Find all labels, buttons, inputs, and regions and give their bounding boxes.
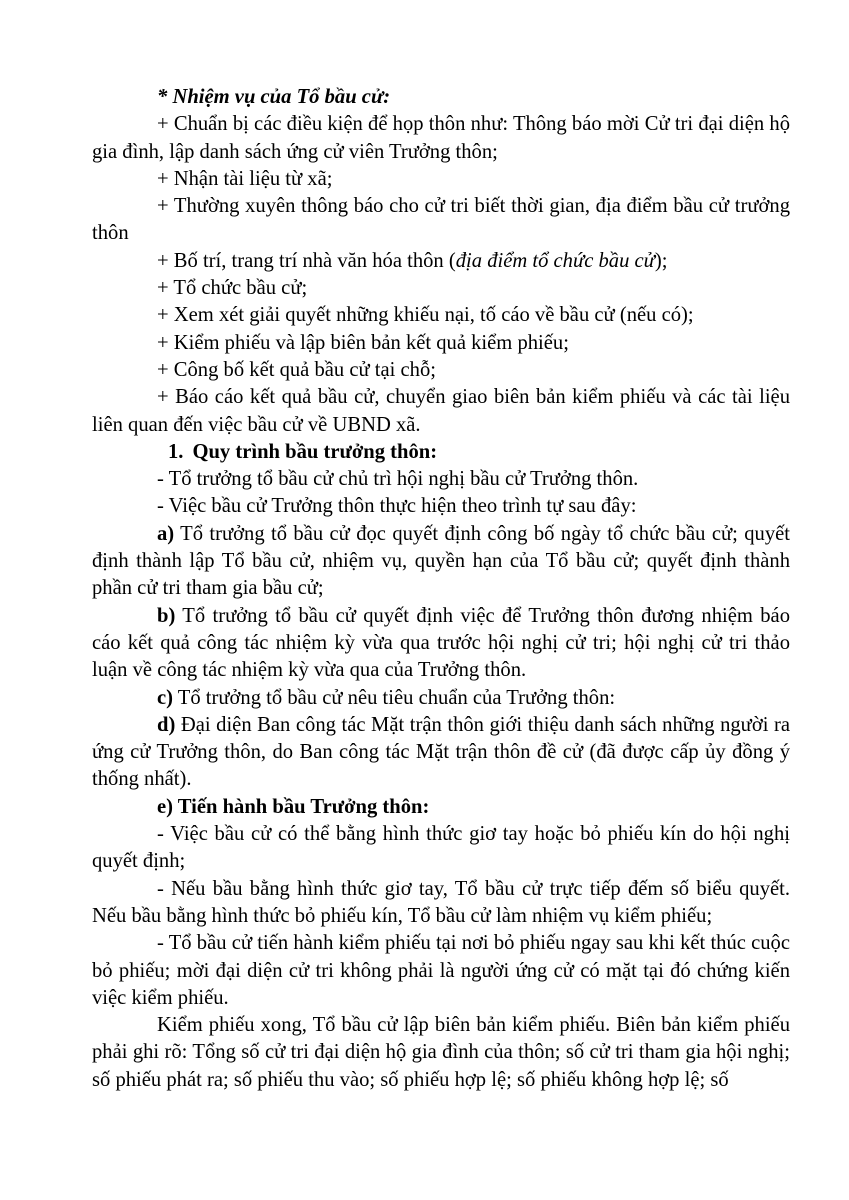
item-a-marker: a) [157, 522, 175, 545]
paragraph-task-chuan-bi [92, 111, 790, 166]
paragraph-step-gio-tay [92, 876, 790, 931]
paragraph-item-b [92, 603, 790, 685]
section-number: 1. [168, 440, 184, 463]
item-a-text: Tổ trưởng tổ bầu cử đọc quyết định công bố ngày tổ chức bầu cử; quyết định thành lập Tổ bầu cử, nhiệm vụ, quyền hạn của Tổ bầu cử; quyết định thành phần cử tri tham gia bầu cử; [92, 522, 790, 600]
task-bo-tri-suffix: ); [654, 249, 668, 272]
item-d-marker: d) [157, 713, 176, 736]
task-bo-tri-prefix: + Bố trí, trang trí nhà văn hóa thôn ( [157, 249, 456, 272]
paragraph-task-to-chuc [92, 275, 790, 302]
paragraph-bien-ban-kiem-phieu [92, 1012, 790, 1094]
paragraph-step-kiem-phieu-tai-noi [92, 930, 790, 1012]
paragraph-step-hinh-thuc [92, 821, 790, 876]
task-chuan-bi-text: + Chuẩn bị các điều kiện để họp thôn như: Thông báo mời Cử tri đại diện hộ gia đình, lập danh sách ứng cử viên Trưởng thôn; [92, 113, 790, 163]
task-kiem-phieu-text: + Kiểm phiếu và lập biên bản kết quả kiểm phiếu; [157, 331, 569, 354]
item-c-marker: c) [157, 686, 173, 709]
bien-ban-kiem-phieu-text: Kiểm phiếu xong, Tổ bầu cử lập biên bản kiểm phiếu. Biên bản kiểm phiếu phải ghi rõ: Tổng số cử tri đại diện hộ gia đình của thôn; số cử tri tham gia hội nghị; số phiếu phát ra; số phiếu thu vào; số phiếu hợp lệ; số phiếu không hợp lệ; số [92, 1014, 790, 1091]
paragraph-step-trinh-tu [92, 493, 790, 520]
heading-nhiem-vu-text: * Nhiệm vụ của Tổ bầu cử: [157, 86, 391, 108]
step-hinh-thuc-text: - Việc bầu cử có thể bằng hình thức giơ tay hoặc bỏ phiếu kín do hội nghị quyết định; [92, 823, 790, 873]
step-chu-tri-text: - Tổ trưởng tổ bầu cử chủ trì hội nghị bầu cử Trưởng thôn. [157, 468, 639, 491]
paragraph-task-xem-xet [92, 302, 790, 329]
paragraph-heading-nhiem-vu [92, 84, 790, 111]
paragraph-task-bao-cao [92, 384, 790, 439]
item-b-text: Tổ trưởng tổ bầu cử quyết định việc để Trưởng thôn đương nhiệm báo cáo kết quả công tác nhiệm kỳ vừa qua trước hội nghị cử tri; hội nghị cử tri thảo luận về công tác nhiệm kỳ vừa qua của Trưởng thôn. [92, 604, 790, 682]
paragraph-task-bo-tri [92, 248, 790, 275]
section-heading-text: Quy trình bầu trưởng thôn: [192, 440, 438, 463]
item-e-heading-text: e) Tiến hành bầu Trưởng thôn: [157, 795, 430, 818]
paragraph-section-heading-quy-trinh [92, 439, 790, 466]
paragraph-task-cong-bo [92, 357, 790, 384]
item-c-text: Tổ trưởng tổ bầu cử nêu tiêu chuẩn của Trưởng thôn: [173, 686, 616, 709]
paragraph-task-kiem-phieu [92, 330, 790, 357]
task-bao-cao-text: + Báo cáo kết quả bầu cử, chuyển giao biên bản kiểm phiếu và các tài liệu liên quan đến việc bầu cử về UBND xã. [92, 386, 790, 436]
paragraph-item-c [92, 685, 790, 712]
document-body [92, 84, 790, 1094]
task-cong-bo-text: + Công bố kết quả bầu cử tại chỗ; [157, 358, 436, 381]
task-xem-xet-text: + Xem xét giải quyết những khiếu nại, tố cáo về bầu cử (nếu có); [157, 304, 694, 327]
task-bo-tri-italic: địa điểm tổ chức bầu cử [455, 249, 655, 272]
step-gio-tay-text: - Nếu bầu bằng hình thức giơ tay, Tổ bầu cử trực tiếp đếm số biểu quyết. Nếu bầu bằng hình thức bỏ phiếu kín, Tổ bầu cử làm nhiệm vụ kiểm phiếu; [92, 877, 790, 927]
step-trinh-tu-text: - Việc bầu cử Trưởng thôn thực hiện theo trình tự sau đây: [157, 495, 637, 518]
item-b-marker: b) [157, 604, 176, 627]
task-nhan-tai-lieu-text: + Nhận tài liệu từ xã; [157, 167, 333, 190]
task-thong-bao-text: + Thường xuyên thông báo cho cử tri biết thời gian, địa điểm bầu cử trưởng thôn [92, 195, 790, 245]
paragraph-item-e-heading [92, 794, 790, 821]
step-kiem-phieu-tai-noi-text: - Tổ bầu cử tiến hành kiểm phiếu tại nơi bỏ phiếu ngay sau khi kết thúc cuộc bỏ phiếu; mời đại diện cử tri không phải là người ứng cử có mặt tại đó chứng kiến việc kiểm phiếu. [92, 932, 790, 1009]
paragraph-task-nhan-tai-lieu [92, 166, 790, 193]
paragraph-task-thong-bao [92, 193, 790, 248]
task-to-chuc-text: + Tổ chức bầu cử; [157, 277, 308, 300]
paragraph-item-d [92, 712, 790, 794]
item-d-text: Đại diện Ban công tác Mặt trận thôn giới thiệu danh sách những người ra ứng cử Trưởng thôn, do Ban công tác Mặt trận thôn đề cử (đã được cấp ủy đồng ý thống nhất). [92, 713, 790, 791]
paragraph-item-a [92, 521, 790, 603]
paragraph-step-chu-tri [92, 466, 790, 493]
